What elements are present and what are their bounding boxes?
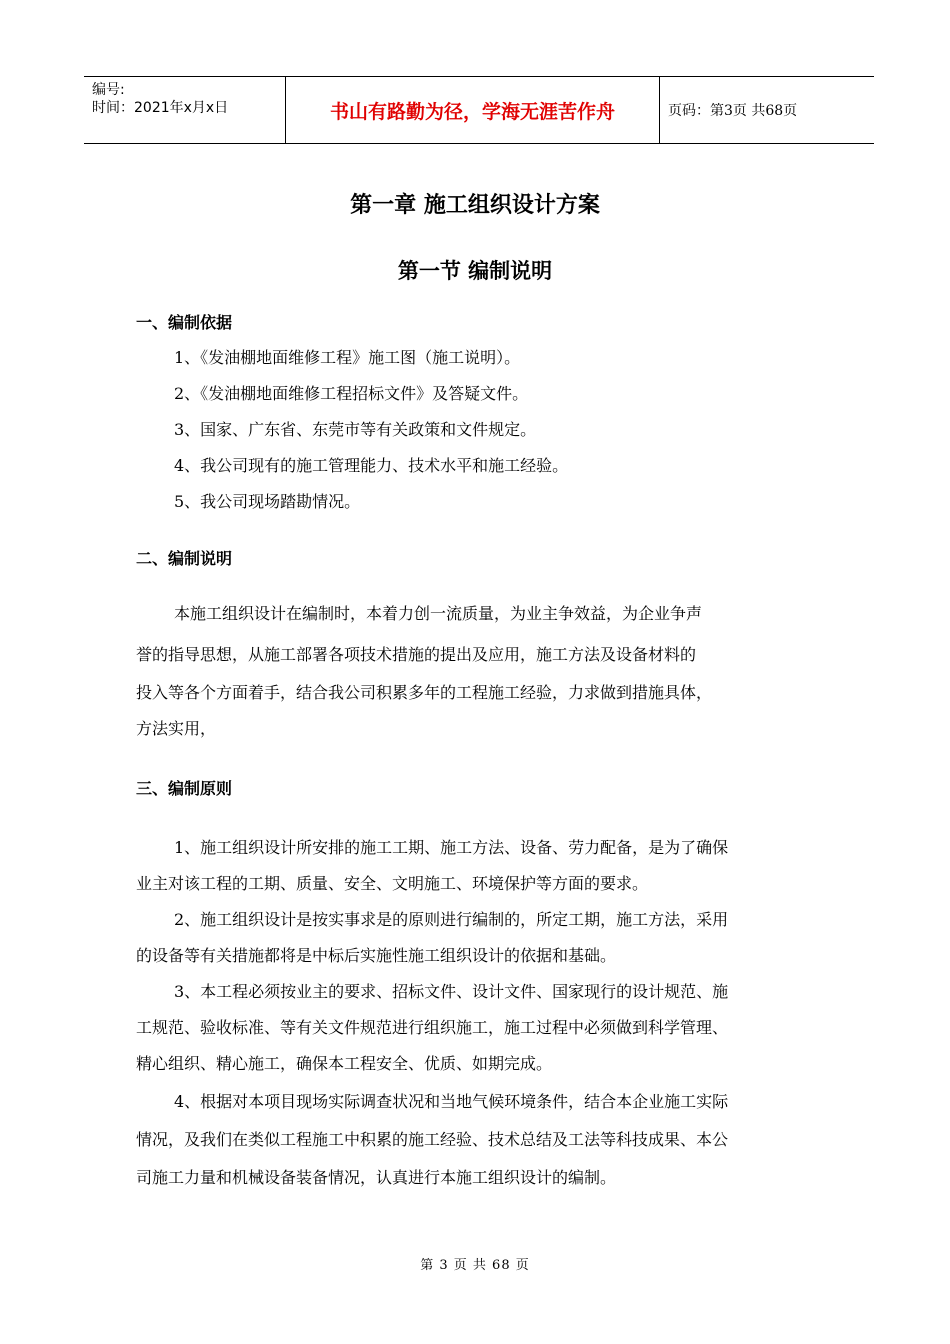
explanation-line-1: 本施工组织设计在编制时，本着力创一流质量，为业主争效益，为企业争声 [174, 604, 703, 623]
basis-item-4: 4、我公司现有的施工管理能力、技术水平和施工经验。 [174, 456, 569, 475]
explanation-line-4: 方法实用， [136, 719, 217, 738]
header-time-label: 时间：2021年x月x日 [92, 100, 229, 116]
header-page-info: 页码：第3页 共68页 [668, 103, 798, 119]
header-motto: 书山有路勤为径，学海无涯苦作舟 [286, 77, 660, 143]
principles-line-5: 3、本工程必须按业主的要求、招标文件、设计文件、国家现行的设计规范、施 [174, 982, 729, 1001]
explanation-line-3: 投入等各个方面着手，结合我公司积累多年的工程施工经验，力求做到措施具体， [136, 683, 713, 702]
heading-basis: 一、编制依据 [136, 313, 233, 332]
basis-item-5: 5、我公司现场踏勘情况。 [174, 492, 361, 511]
header-left-cell [84, 77, 286, 143]
section-title: 第一节 编制说明 [397, 259, 553, 283]
explanation-line-2: 誉的指导思想，从施工部署各项技术措施的提出及应用，施工方法及设备材料的 [136, 645, 697, 664]
principles-line-6: 工规范、验收标准、等有关文件规范进行组织施工，施工过程中必须做到科学管理、 [136, 1018, 729, 1037]
principles-line-3: 2、施工组织设计是按实事求是的原则进行编制的，所定工期，施工方法，采用 [174, 910, 729, 929]
basis-item-2: 2、《发油棚地面维修工程招标文件》及答疑文件。 [174, 384, 529, 403]
page-footer: 第 3 页 共 68 页 [420, 1258, 530, 1273]
heading-principles: 三、编制原则 [136, 779, 233, 798]
principles-line-2: 业主对该工程的工期、质量、安全、文明施工、环境保护等方面的要求。 [136, 874, 649, 893]
principles-line-4: 的设备等有关措施都将是中标后实施性施工组织设计的依据和基础。 [136, 946, 617, 965]
header-number-label: 编号: [92, 82, 125, 98]
principles-line-9: 情况，及我们在类似工程施工中积累的施工经验、技术总结及工法等科技成果、本公 [136, 1130, 729, 1149]
page-header-table [84, 76, 874, 144]
principles-line-10: 司施工力量和机械设备装备情况，认真进行本施工组织设计的编制。 [136, 1168, 617, 1187]
principles-line-8: 4、根据对本项目现场实际调查状况和当地气候环境条件，结合本企业施工实际 [174, 1092, 729, 1111]
basis-item-1: 1、《发油棚地面维修工程》施工图（施工说明）。 [174, 348, 521, 367]
basis-item-3: 3、国家、广东省、东莞市等有关政策和文件规定。 [174, 420, 537, 439]
chapter-title: 第一章 施工组织设计方案 [350, 193, 600, 218]
principles-line-1: 1、施工组织设计所安排的施工工期、施工方法、设备、劳力配备，是为了确保 [174, 838, 729, 857]
principles-line-7: 精心组织、精心施工，确保本工程安全、优质、如期完成。 [136, 1054, 553, 1073]
heading-explanation: 二、编制说明 [136, 549, 233, 568]
